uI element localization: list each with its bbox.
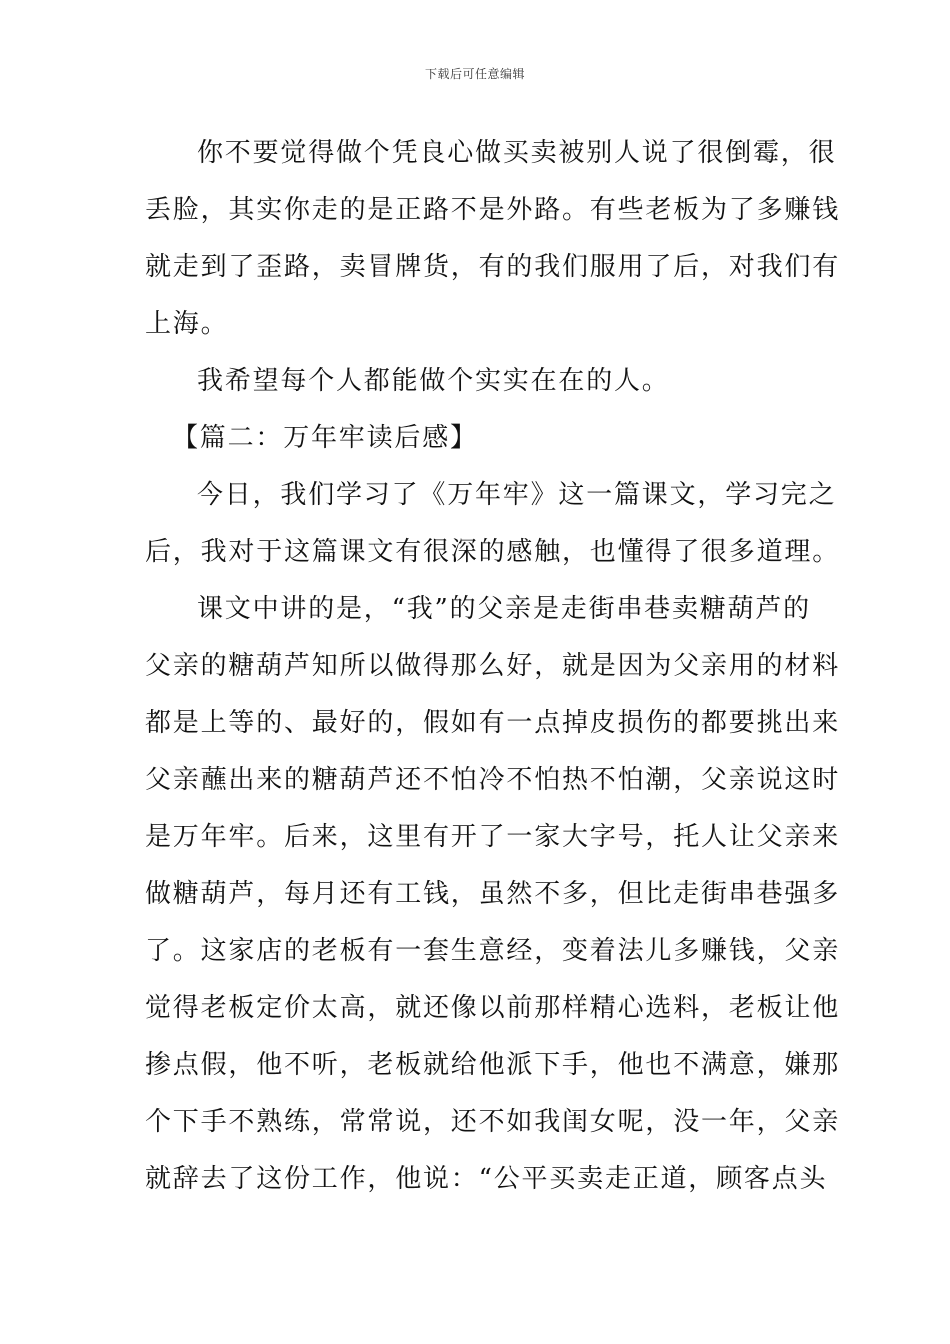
paragraph-line: 就走到了歪路，卖冒牌货，有的我们服用了后，对我们有 xyxy=(145,252,841,282)
paragraph-line: 今日，我们学习了《万年牢》这一篇课文，学习完之 xyxy=(197,480,837,510)
section-heading: 【篇二：万年牢读后感】 xyxy=(172,423,478,453)
paragraph-line: 父亲蘸出来的糖葫芦还不怕冷不怕热不怕潮，父亲说这时 xyxy=(145,765,841,795)
paragraph-line: 我希望每个人都能做个实实在在的人。 xyxy=(197,366,670,396)
paragraph-line: 了。这家店的老板有一套生意经，变着法儿多赚钱，父亲 xyxy=(145,936,841,966)
paragraph-line: 觉得老板定价太高，就还像以前那样精心选料，老板让他 xyxy=(145,993,841,1023)
paragraph-line: 做糖葫芦，每月还有工钱，虽然不多，但比走街串巷强多 xyxy=(145,879,841,909)
paragraph-line: 掺点假，他不听，老板就给他派下手，他也不满意，嫌那 xyxy=(145,1050,841,1080)
paragraph-line: 就辞去了这份工作，他说：“公平买卖走正道，顾客点头 xyxy=(145,1164,828,1194)
paragraph-line: 是万年牢。后来，这里有开了一家大字号，托人让父亲来 xyxy=(145,822,841,852)
paragraph-line: 你不要觉得做个凭良心做买卖被别人说了很倒霉，很 xyxy=(197,138,837,168)
paragraph-line: 后，我对于这篇课文有很深的感触，也懂得了很多道理。 xyxy=(145,537,841,567)
paragraph-line: 丢脸，其实你走的是正路不是外路。有些老板为了多赚钱 xyxy=(145,195,841,225)
paragraph-line: 父亲的糖葫芦知所以做得那么好，就是因为父亲用的材料 xyxy=(145,651,841,681)
page-header: 下载后可任意编辑 xyxy=(424,67,525,81)
paragraph-line: 上海。 xyxy=(145,309,229,339)
paragraph-line: 都是上等的、最好的，假如有一点掉皮损伤的都要挑出来 xyxy=(145,708,841,738)
paragraph-line: 个下手不熟练，常常说，还不如我闺女呢，没一年，父亲 xyxy=(145,1107,841,1137)
paragraph-line: 课文中讲的是，“我”的父亲是走街串巷卖糖葫芦的 xyxy=(197,594,811,624)
